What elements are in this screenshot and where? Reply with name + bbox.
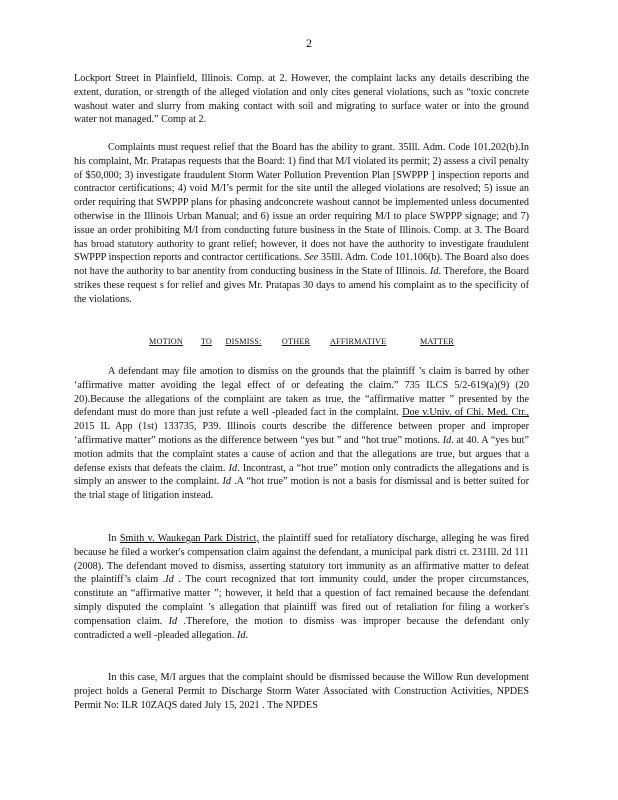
case-name: Doe v.Univ. of Chi. Med. Ctr., bbox=[402, 407, 529, 419]
heading-word: TO bbox=[200, 337, 212, 346]
paragraph-complaint-location bbox=[74, 72, 529, 127]
paragraph-relief-requests bbox=[74, 141, 529, 307]
paragraph-text: 35Ill. Adm. Code 101.106(b). The Board also does not have the authority to bar anentity from conducting business in the State of Illinois. bbox=[74, 252, 529, 278]
heading-word: AFFIRMATIVE bbox=[329, 337, 387, 346]
case-citation-signal: Id bbox=[165, 574, 174, 586]
case-citation-signal: See bbox=[304, 252, 319, 264]
paragraph-text: . at 40. A “yes but” motion admits that the complaint states a cause of action and that the allegations are true, but argues that a defense exists that defeats the claim. bbox=[74, 434, 529, 474]
case-citation-signal: Id bbox=[442, 434, 452, 446]
case-citation-signal: Id bbox=[222, 476, 231, 488]
paragraph-motion-standard bbox=[74, 365, 529, 503]
paragraph-text: Complaints must request relief that the Board has the ability to grant. 35Ill. Adm. Code 101.202(b).In his complaint, Mr. Pratapas requests that the Board: 1) find that M/I violated its permit; 2) assess a civil penalty of $50,000; 3) investigate fraudulent Storm Water Pollution Prevention Plan [SWPPP ] inspection reports and contractor certifications; 4) void M/I’s permit for the site until the alleged violations are resolved; 5) issue an order requiring that SWPPP plans for phasing andconcrete washout cannot be implemented unless documented otherwise in the Illinois Urban Manual; and 6) issue an order requiring M/I to place SWPPP signage; and 7) issue an order prohibiting M/I from conducting future business in the State of Illinois. Comp. at 3. The Board has broad statutory authority to grant relief; however, it does not have the authority to investigate fraudulent SWPPP inspection reports and contractor certifications. bbox=[74, 142, 529, 264]
case-citation-signal: Id bbox=[429, 266, 439, 278]
paragraph-text: . bbox=[245, 629, 248, 641]
paragraph-this-case bbox=[74, 671, 529, 712]
case-citation-signal: Id bbox=[236, 629, 246, 641]
page-number: 2 bbox=[306, 36, 312, 50]
paragraph-text: .A “hot true” motion is not a basis for dismissal and is better suited for the trial stage of litigation instead. bbox=[74, 476, 529, 502]
section-heading bbox=[74, 337, 529, 346]
paragraph-text: the plaintiff sued for retaliatory discharge, alleging he was fired because he filed a worker's compensation claim against the defendant, a municipal park distri ct. 231Ill. 2d 111 (2008). The defendant moved to dismiss, asserting statutory tort immunity as an affirmative matter to defeat the plaintiff’s claim . bbox=[74, 533, 529, 586]
paragraph-smith-case bbox=[74, 532, 529, 642]
case-citation-signal: Id bbox=[168, 615, 178, 627]
heading-word: MATTER bbox=[420, 337, 454, 346]
paragraph-text: .Therefore, the motion to dismiss was improper because the defendant only contradicted a well -pleaded allegation. bbox=[74, 615, 530, 641]
case-citation-signal: Id bbox=[228, 462, 238, 474]
heading-word: MOTION bbox=[149, 337, 183, 346]
case-name: Smith v. Waukegan Park District, bbox=[119, 533, 259, 544]
paragraph-text: 2015 IL App (1st) 133735, P39. Illinois courts describe the difference between proper and improper ‘affirmative matter” motions as the difference between “yes but ” and “hot true” motions. bbox=[74, 421, 529, 446]
heading-word: OTHER bbox=[281, 337, 311, 346]
heading-word: DISMISS: bbox=[225, 337, 262, 346]
paragraph-text: In this case, M/I argues that the complaint should be dismissed because the Willow Run development project holds a General Permit to Discharge Storm Water Associated with Construction Activities, NPDES Permit No: ILR 10ZAQS dated July 15, 2021 . The NPDES bbox=[74, 672, 529, 711]
paragraph-text: In bbox=[108, 533, 120, 544]
paragraph-text: A defendant may file amotion to dismiss on the grounds that the plaintiff ’s claim is barred by other ‘affirmative matter avoiding the legal effect of or defeating the claim.” 735 ILCS 5/2-619(a)(9) (20 20).Because the allegations of the complaint are taken as true, the “affirmative matter ” presented by the defendant must do more than just refute a well -pleaded fact in the complaint. bbox=[74, 366, 529, 419]
paragraph-text: . The court recognized that tort immunity could, under the proper circumstances, constitute an “affirmative matter ”; however, it held that a question of fact remained because the defendant simply disputed the complaint ’s allegation that plaintiff was fired out of retaliation for filing a worker's compensation claim. bbox=[74, 574, 529, 627]
paragraph-text: . Therefore, the Board strikes these request s for relief and gives Mr. Pratapas 30 days to amend his complaint as to the specificity of the violations. bbox=[74, 266, 529, 305]
paragraph-text: Lockport Street in Plainfield, Illinois. Comp. at 2. However, the complaint lacks any details describing the extent, duration, or strength of the alleged violation and only cites general violations, such as “toxic concrete washout water and slurry from making contact with soil and migrating to surface water or into the ground water not managed.” Comp at 2. bbox=[74, 73, 529, 126]
paragraph-text: . Incontrast, a “hot true” motion only contradicts the allegations and is simply an answer to the complaint. bbox=[74, 462, 529, 488]
